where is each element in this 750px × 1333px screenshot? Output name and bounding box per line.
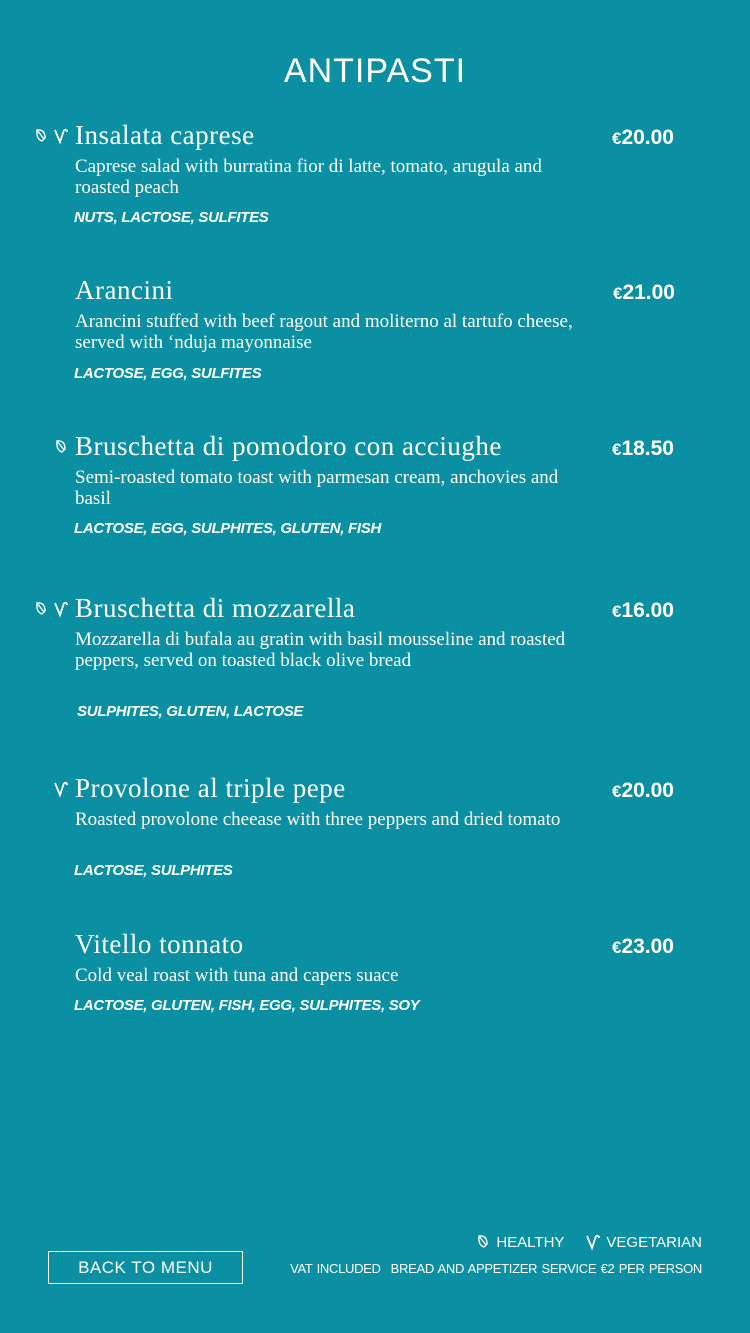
item-price: €20.00 <box>611 126 674 149</box>
item-name: Bruschetta di pomodoro con acciughe <box>75 431 502 461</box>
item-description: Caprese salad with burratina fior di latte, tomato, arugula and roasted peach <box>75 156 542 198</box>
icon-legend <box>476 1233 702 1251</box>
item-description: Cold veal roast with tuna and capers suace <box>75 965 399 986</box>
vat-note: VAT INCLUDED <box>290 1261 381 1276</box>
item-price: €20.00 <box>611 779 674 802</box>
vegetarian-icon <box>54 127 68 145</box>
item-price: €18.50 <box>611 437 674 460</box>
legend-vegetarian-label: VEGETARIAN <box>606 1233 702 1251</box>
item-name: Insalata caprese <box>75 120 255 150</box>
healthy-icon <box>54 438 68 456</box>
footer-note <box>290 1261 702 1276</box>
item-name: Arancini <box>75 275 174 305</box>
item-name: Vitello tonnato <box>75 929 244 959</box>
item-description: Mozzarella di bufala au gratin with basil mousseline and roasted peppers, served on toasted black olive bread <box>75 629 566 671</box>
healthy-icon <box>34 127 48 145</box>
legend-vegetarian <box>586 1233 702 1251</box>
item-price: €21.00 <box>612 281 675 304</box>
back-to-menu-button[interactable]: BACK TO MENU <box>48 1251 243 1284</box>
legend-healthy <box>476 1233 564 1251</box>
service-note: BREAD AND APPETIZER SERVICE €2 PER PERSON <box>390 1261 702 1276</box>
vegetarian-icon <box>54 600 68 618</box>
item-price: €16.00 <box>611 599 674 622</box>
healthy-icon <box>34 600 48 618</box>
item-allergens: LACTOSE, SULPHITES <box>74 862 233 879</box>
healthy-icon <box>476 1233 490 1251</box>
vegetarian-icon <box>586 1233 600 1251</box>
item-allergens: LACTOSE, GLUTEN, FISH, EGG, SULPHITES, SOY <box>74 997 420 1014</box>
item-description: Semi-roasted tomato toast with parmesan cream, anchovies and basil <box>75 467 559 509</box>
item-allergens: LACTOSE, EGG, SULPHITES, GLUTEN, FISH <box>74 520 381 537</box>
item-allergens: LACTOSE, EGG, SULFITES <box>74 365 262 382</box>
item-allergens: NUTS, LACTOSE, SULFITES <box>74 209 269 226</box>
item-allergens: SULPHITES, GLUTEN, LACTOSE <box>77 703 304 720</box>
legend-healthy-label: HEALTHY <box>496 1233 565 1251</box>
item-description: Arancini stuffed with beef ragout and moliterno al tartufo cheese, served with ‘nduja mayonnaise <box>75 311 573 353</box>
item-name: Bruschetta di mozzarella <box>75 593 356 623</box>
vegetarian-icon <box>54 780 68 798</box>
page-title: ANTIPASTI <box>283 52 467 90</box>
item-name: Provolone al triple pepe <box>75 773 346 803</box>
item-description: Roasted provolone cheease with three peppers and dried tomato <box>75 809 561 830</box>
item-price: €23.00 <box>611 935 674 958</box>
